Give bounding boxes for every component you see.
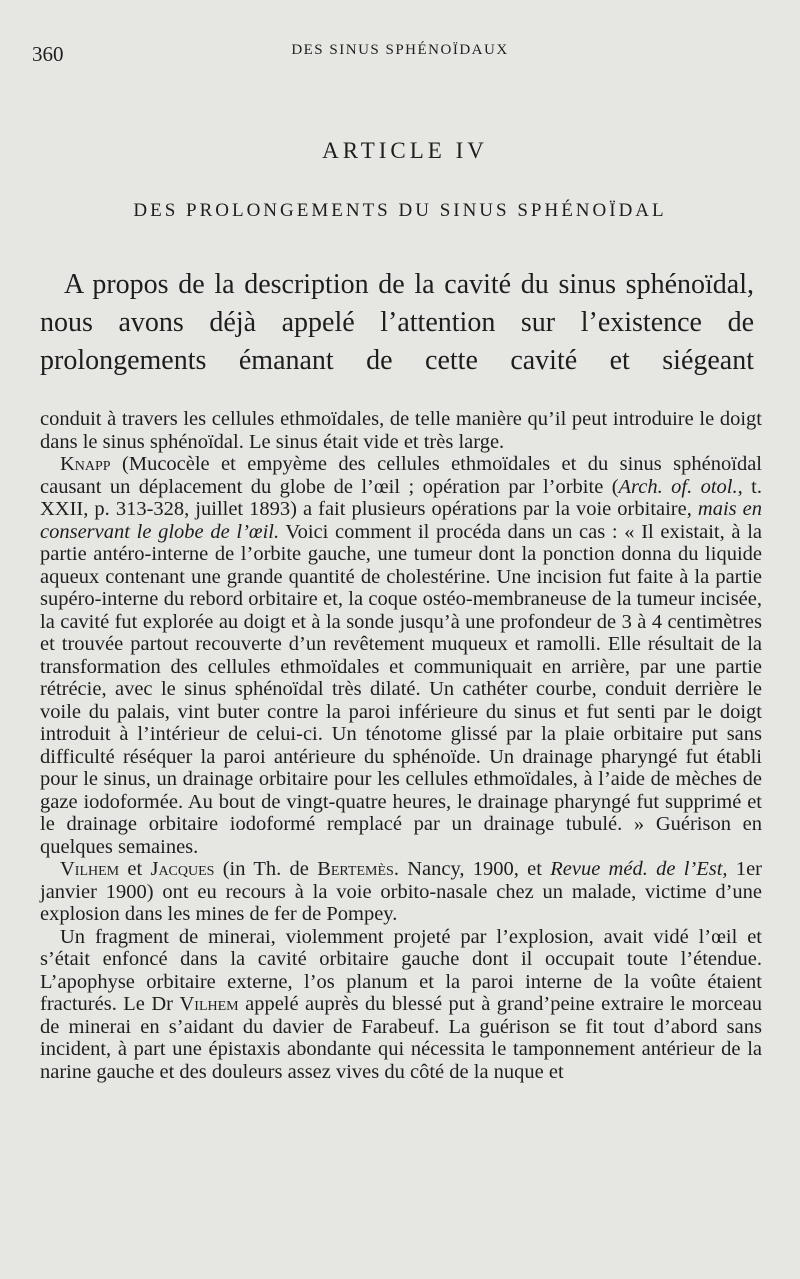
emphasis: mais en conservant le globe de l’œil.: [40, 498, 762, 543]
section-title: DES PROLONGEMENTS DU SINUS SPHÉNOÏDAL: [133, 200, 667, 221]
author-name: Vilhem: [179, 993, 239, 1015]
author-name: Bertemès: [317, 858, 394, 880]
intro-text: A propos de la description de la cavité du sinus sphénoïdal, nous avons déjà appelé l’attention sur l’existence de prolongements émanant de cette cavité et siégeant: [40, 269, 754, 376]
paragraph-3: [40, 858, 762, 926]
running-head: [0, 38, 800, 68]
paragraph-1: conduit à travers les cellules ethmoïdales, de telle manière qu’il peut introduire le doigt dans le sinus sphénoïdal. Le sinus était vide et très large.: [40, 408, 762, 453]
paragraph-2: [40, 453, 762, 858]
text-run: (Mucocèle et empyème des cellules ethmoïdales et du sinus sphénoïdal causant un déplacement du globe de l’œil ; opération par l’orbite (: [40, 453, 762, 498]
article-label: ARTICLE IV: [322, 138, 488, 163]
text-run: et: [119, 858, 151, 880]
text-run: appelé auprès du blessé put à grand’peine extraire le morceau de minerai en s’aidant du davier de Farabeuf. La guérison se fit tout d’abord sans incident, à part une épistaxis abondante qui nécessita le tamponnement antérieur de la narine gauche et des douleurs assez vives du côté de la nuque et: [40, 993, 763, 1083]
author-name: Vilhem: [60, 858, 120, 880]
text-run: . Nancy, 1900, et: [393, 858, 551, 880]
page-number: 360: [32, 42, 64, 66]
author-name: Jacques: [150, 858, 215, 880]
text-run: (in Th. de: [214, 858, 318, 880]
text-run: , t. XXII, p. 313-328, juillet 1893) a fait plusieurs opérations par la voie orbitaire,: [40, 475, 762, 520]
text-run: 1er janvier 1900) ont eu recours à la voie orbito-nasale chez un malade, victime d’une explosion dans les mines de fer de Pompey.: [40, 858, 763, 925]
running-title: DES SINUS SPHÉNOÏDAUX: [291, 42, 509, 58]
paragraph-4: [40, 926, 762, 1084]
citation: Arch. of. otol.: [618, 475, 738, 498]
journal-title: Revue méd. de l’Est,: [550, 858, 728, 880]
body-text: [40, 408, 762, 1083]
intro-paragraph: [40, 266, 754, 380]
text-run: Un fragment de minerai, violemment projeté par l’explosion, avait vidé l’œil et s’était enfoncé dans la cavité orbitaire gauche dont il occupait toute l’étendue. L’apophyse orbitaire externe, l’os planum et la paroi interne de la voûte étaient fracturés. Le Dr: [40, 925, 762, 1015]
text-run: Voici comment il procéda dans un cas : « Il existait, à la partie antéro-interne de l’orbite gauche, une tumeur dont la ponction donna du liquide aqueux contenant une grande quantité de cholestérine. Une incision fut faite à la partie supéro-interne du rebord orbitaire et, la coque ostéo-membraneuse de la tumeur incisée, la cavité fut explorée au doigt et à la sonde jusqu’à une profondeur de 3 à 4 centimètres et trouvée partout recouverte d’un revêtement muqueux et ramolli. Elle résultait de la transformation des cellules ethmoïdales et communiquait en arrière, par une partie rétrécie, avec le sinus sphénoïdal très dilaté. Un cathéter courbe, conduit derrière le voile du palais, vint buter contre la paroi inférieure du sinus et fut senti par le doigt introduit à l’intérieur de celui-ci. Un ténotome glissé par la plaie orbitaire put sans difficulté réséquer la paroi antérieure du sphénoïde. Un drainage pharyngé fut établi pour le sinus, un drainage orbitaire pour les cellules ethmoïdales, à l’aide de mèches de gaze iodoformée. Au bout de vingt-quatre heures, le drainage pharyngé fut supprimé et le drainage orbitaire iodoformé remplacé par un drainage tubulé. » Guérison en quelques semaines.: [40, 520, 762, 858]
author-name: Knapp: [60, 453, 111, 475]
